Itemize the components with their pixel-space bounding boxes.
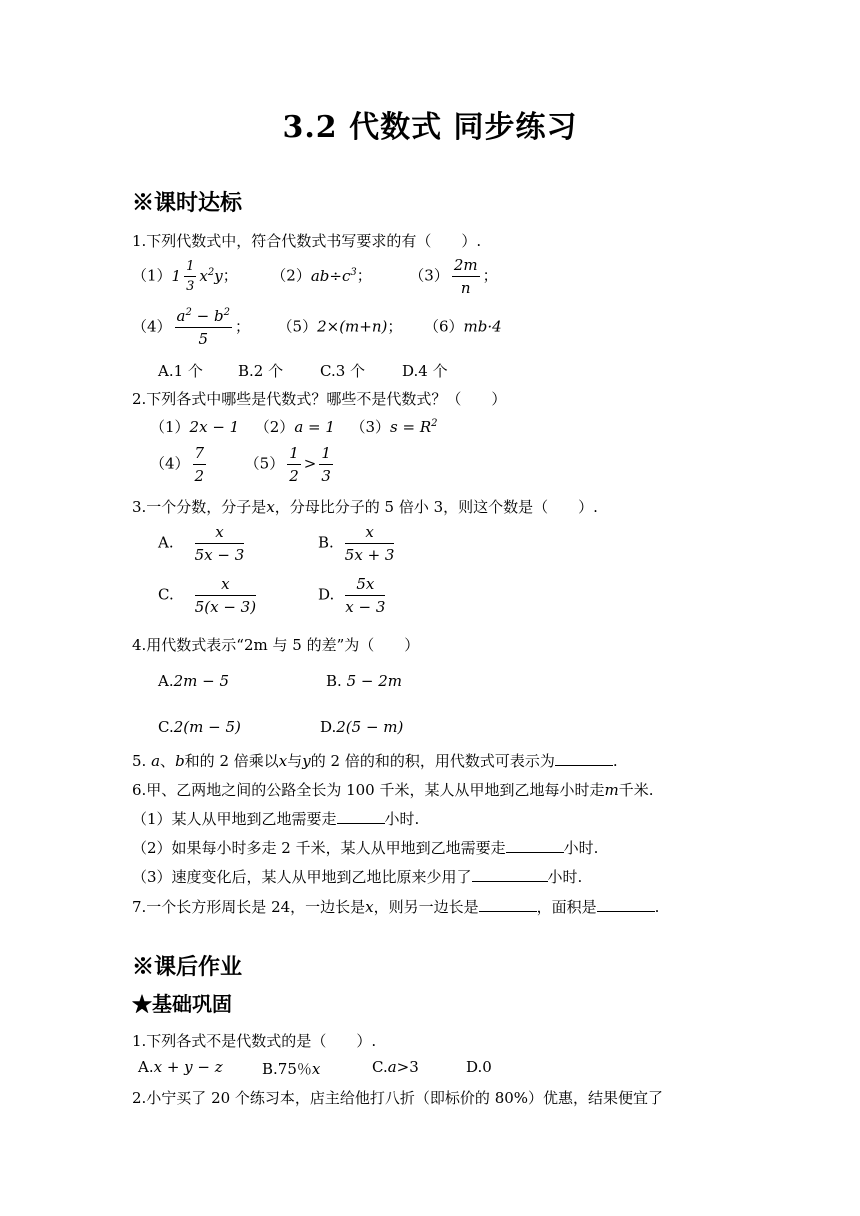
question-3-option-d: D. $\frac{5x}{x - 3}$: [318, 575, 386, 616]
question-2-row-1: （1）2x − 1 （2）a = 1 $(3)s = R^2$: [150, 418, 438, 436]
question-4-option-c: C.2(m − 5): [158, 718, 241, 736]
question-2-row-2: （4） $\frac{7}{2}$ （5） $\frac{1}{2}$ > $\frac{1}{3}$: [150, 444, 331, 485]
question-1-stem: 1.下列代数式中，符合代数式书写要求的有（ ）.: [132, 232, 482, 250]
homework-question-1-option-a: A.x + y − z: [138, 1058, 223, 1076]
answer-blank[interactable]: [597, 897, 655, 912]
question-7: 7.一个长方形周长是 24，一边长是x，则另一边长是 ，面积是 .: [132, 898, 660, 916]
answer-blank[interactable]: [472, 867, 548, 882]
subsection-heading-basic: ★基础巩固: [132, 992, 232, 1016]
homework-question-1-option-b: B.75％x: [262, 1060, 321, 1078]
homework-question-1-option-d: D.0: [466, 1058, 492, 1076]
answer-blank[interactable]: [555, 751, 613, 766]
question-5: 5. a、b和的 2 倍乘以x与y的 2 倍的和的积，用代数式可表示为 .: [132, 752, 618, 770]
question-1-row-2: （4） $\frac{a^2 - b^2}{5}$ ； （5）2×(m+n)； （6）mb·4: [132, 307, 502, 348]
question-4-stem: 4.用代数式表示“2m 与 5 的差”为（ ）: [132, 636, 420, 654]
question-4-option-d: D.2(5 − m): [320, 718, 404, 736]
question-6-part-1: （1）某人从甲地到乙地需要走 小时.: [132, 810, 420, 828]
answer-blank[interactable]: [337, 809, 385, 824]
question-3-stem: 3.一个分数，分子是x，分母比分子的 5 倍小 3，则这个数是（ ）.: [132, 498, 598, 516]
question-3-option-c: C. $\frac{x}{5(x - 3)}$: [158, 575, 257, 616]
answer-blank[interactable]: [506, 838, 564, 853]
question-6-part-3: （3）速度变化后，某人从甲地到乙地比原来少用了 小时.: [132, 868, 583, 886]
question-3-option-a: A. $\frac{x}{5x - 3}$: [158, 523, 245, 564]
homework-question-1-stem: 1.下列各式不是代数式的是（ ）.: [132, 1032, 377, 1050]
question-4-option-a: A.2m − 5: [158, 672, 230, 690]
question-1-option-b: B.2 个: [238, 362, 284, 380]
question-1-option-a: A.1 个: [158, 362, 203, 380]
question-4-option-b: B. 5 − 2m: [326, 672, 402, 690]
question-1-option-d: D.4 个: [402, 362, 448, 380]
homework-question-2-stem: 2.小宁买了 20 个练习本，店主给他打八折（即标价的 80%）优惠，结果便宜了: [132, 1089, 664, 1107]
question-2-stem: 2.下列各式中哪些是代数式？哪些不是代数式？（ ）: [132, 390, 507, 408]
page-title: 3.2 代数式 同步练习: [282, 110, 578, 145]
question-6-stem: 6.甲、乙两地之间的公路全长为 100 千米，某人从甲地到乙地每小时走m千米.: [132, 781, 654, 799]
question-1-row-1: （1）1 $\frac{1}{3}$ $x^2y$； $(2)ab\div c^3$； （3） $\frac{2m}{n}$ ；: [132, 256, 498, 297]
section-heading-class-practice: ※课时达标: [132, 190, 243, 216]
question-1-option-c: C.3 个: [320, 362, 366, 380]
question-6-part-2: （2）如果每小时多走 2 千米，某人从甲地到乙地需要走 小时.: [132, 839, 599, 857]
question-3-option-b: B. $\frac{x}{5x + 3}$: [318, 523, 395, 564]
section-heading-homework: ※课后作业: [132, 954, 243, 980]
answer-blank[interactable]: [479, 897, 537, 912]
homework-question-1-option-c: C.a>3: [372, 1058, 419, 1076]
